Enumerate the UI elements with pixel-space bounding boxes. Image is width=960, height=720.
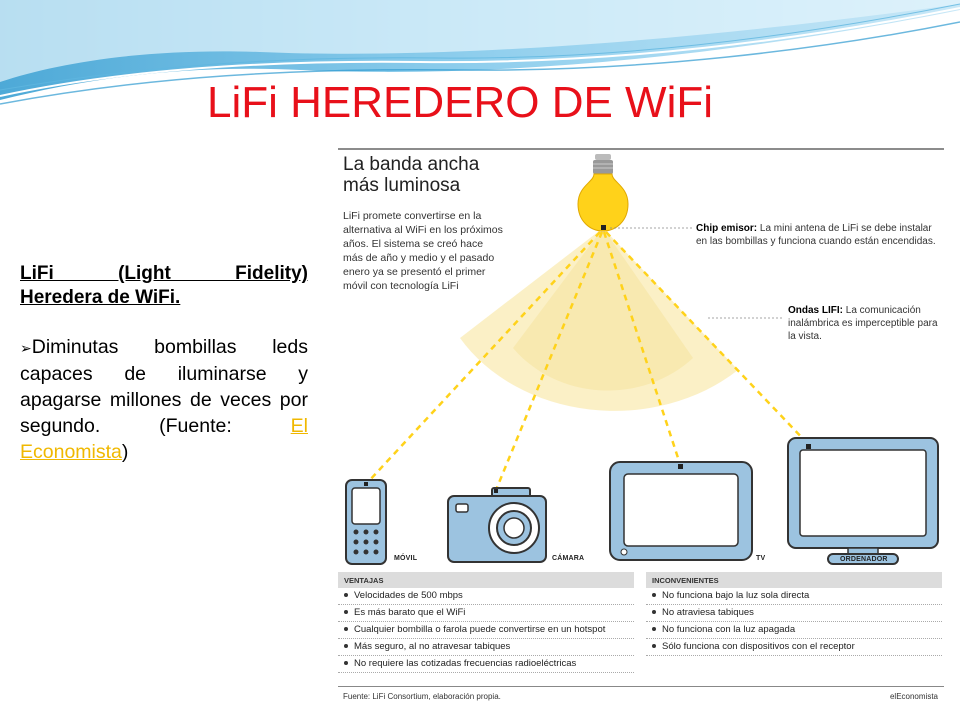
- mobile-phone-icon: [346, 480, 386, 564]
- bullet-dot-icon: [652, 644, 656, 648]
- table-row: [646, 639, 942, 656]
- table-row-text: Cualquier bombilla o farola puede convertirse en un hotspot: [354, 624, 606, 635]
- table-row: [338, 605, 634, 622]
- table-row-text: No requiere las cotizadas frecuencias radioeléctricas: [354, 658, 577, 669]
- source-link[interactable]: El Economista: [20, 415, 308, 463]
- camera-icon: [448, 488, 546, 562]
- slide-title: LiFi HEREDERO DE WiFi: [206, 78, 714, 127]
- bullet-paragraph: [20, 334, 308, 465]
- table-row: [338, 639, 634, 656]
- arrow-bullet-icon: ➢: [20, 340, 32, 356]
- bullet-tail: ): [121, 441, 129, 463]
- ventajas-header: VENTAJAS: [338, 572, 634, 588]
- brand-name: elEconomista: [889, 692, 938, 701]
- bullet-dot-icon: [344, 610, 348, 614]
- source-note: Fuente: LiFi Consortium, elaboración propia.: [343, 692, 501, 701]
- bullet-dot-icon: [344, 661, 348, 665]
- table-row-text: Velocidades de 500 mbps: [354, 590, 463, 601]
- bullet-dot-icon: [652, 593, 656, 597]
- computer-monitor-icon: [788, 438, 938, 564]
- table-row: [646, 605, 942, 622]
- table-row: [338, 588, 634, 605]
- tv-icon: [610, 462, 752, 560]
- table-row: [646, 588, 942, 605]
- label-tv: TV: [756, 555, 766, 562]
- chip-label: Chip emisor:: [696, 223, 758, 234]
- table-row-text: No funciona bajo la luz sola directa: [662, 590, 810, 601]
- chip-annotation: [696, 222, 936, 248]
- waves-annotation: [788, 304, 938, 343]
- bullet-text: Diminutas bombillas leds capaces de iluminarse y apagarse millones de veces por segundo. (Fuente:: [20, 336, 308, 437]
- heading-line-1: LiFi (Light Fidelity): [20, 263, 308, 284]
- table-row-text: No funciona con la luz apagada: [662, 624, 796, 635]
- table-row: [646, 622, 942, 639]
- table-row-text: No atraviesa tabiques: [662, 607, 754, 618]
- bullet-dot-icon: [344, 627, 348, 631]
- label-movil: MÓVIL: [394, 555, 418, 562]
- table-row-text: Más seguro, al no atravesar tabiques: [354, 641, 511, 652]
- lifi-infographic: [338, 148, 944, 708]
- label-camara: CÁMARA: [552, 555, 585, 562]
- bullet-dot-icon: [344, 593, 348, 597]
- infographic-description: LiFi promete convertirse en la alternativa al WiFi en los próximos años. El sistema se creó hace más de año y medio y el pasado enero ya se presentó el primer móvil con tecnología LiFi: [343, 210, 503, 292]
- light-bulb-icon: [578, 154, 628, 231]
- bullet-dot-icon: [344, 644, 348, 648]
- table-row-text: Sólo funciona con dispositivos con el receptor: [662, 641, 855, 652]
- bullet-dot-icon: [652, 627, 656, 631]
- footer-rule: [338, 686, 944, 687]
- chip-text: La mini antena de LiFi se debe instalar en las bombillas y funciona cuando están encendidas.: [696, 223, 936, 247]
- waves-label: Ondas LIFI:: [788, 305, 843, 316]
- ventajas-table: [338, 572, 634, 673]
- infographic-title-line2: más luminosa: [343, 175, 461, 196]
- table-row: [338, 656, 634, 673]
- chip-emisor-icon: [601, 225, 606, 230]
- bullet-dot-icon: [652, 610, 656, 614]
- heading-line-2: Heredera de WiFi.: [20, 287, 181, 308]
- infographic-title-line1: La banda ancha: [343, 154, 480, 175]
- table-row: [338, 622, 634, 639]
- waves-text: La comunicación inalámbrica es imperceptible para la vista.: [788, 305, 938, 342]
- infographic-title: [343, 154, 479, 196]
- label-ordenador: ORDENADOR: [840, 556, 888, 563]
- table-row-text: Es más barato que el WiFi: [354, 607, 466, 618]
- left-heading: [20, 262, 308, 310]
- inconvenientes-table: [646, 572, 942, 656]
- inconvenientes-header: INCONVENIENTES: [646, 572, 942, 588]
- left-text-block: [20, 262, 308, 465]
